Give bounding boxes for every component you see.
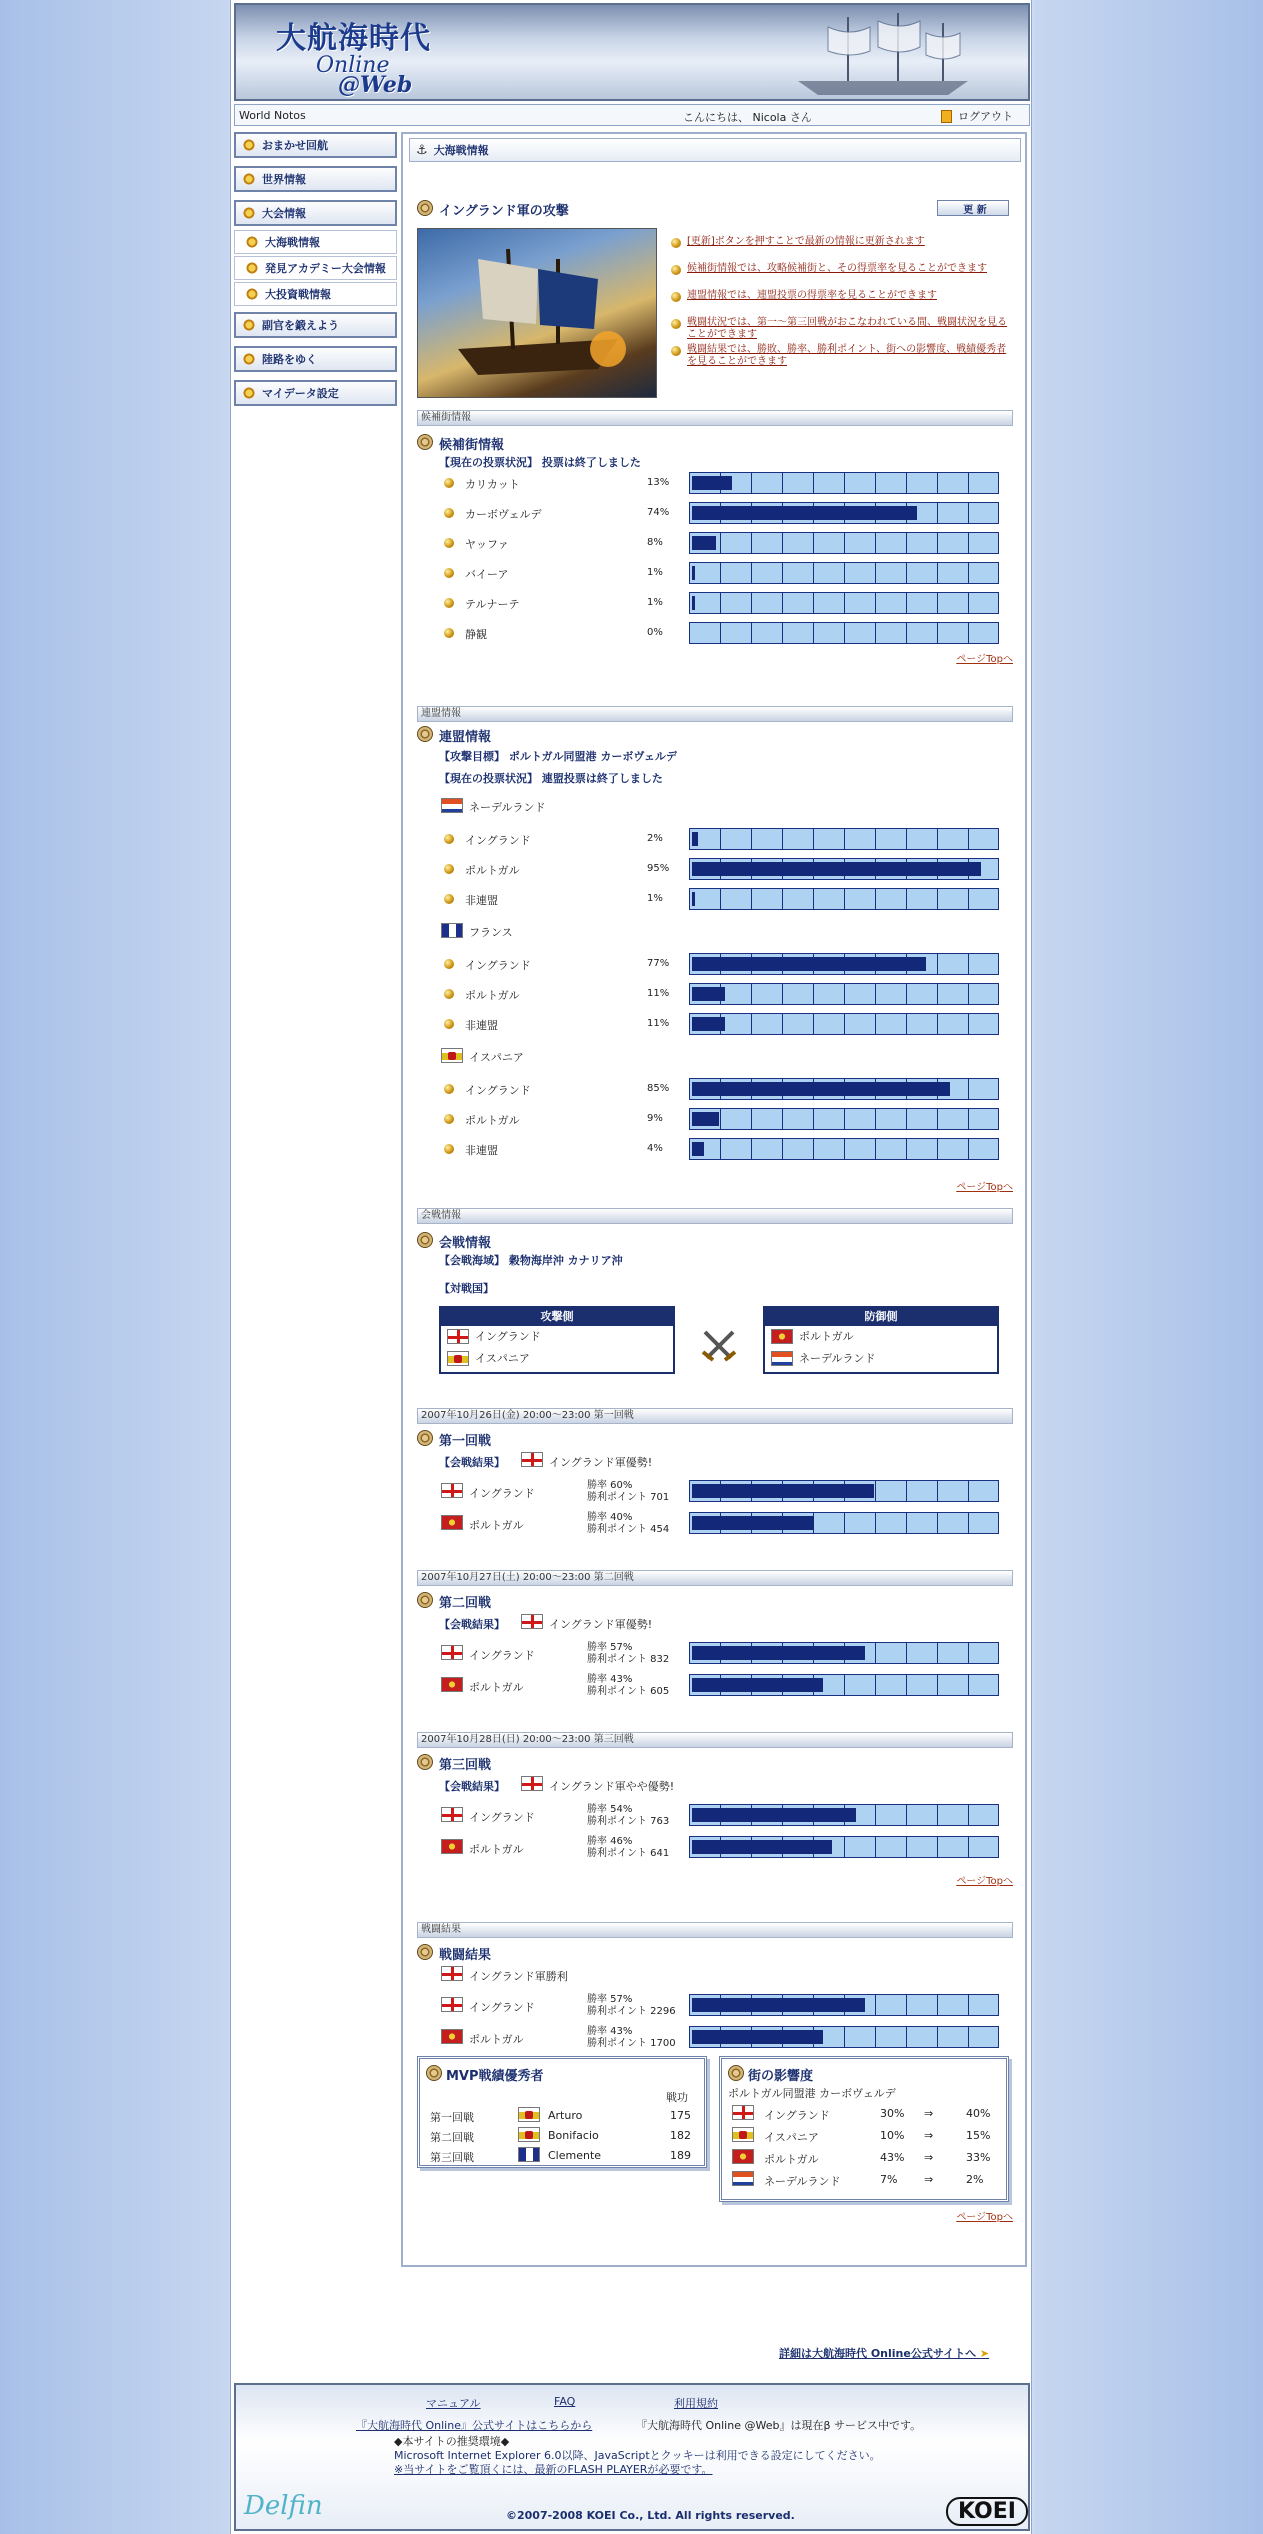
bullet-icon (444, 864, 454, 874)
user-bar (234, 104, 1030, 126)
mvp-round: 第一回戦 (430, 2111, 474, 2124)
sidebar-item-label: 大会情報 (262, 207, 306, 220)
result-bar (689, 1836, 999, 1858)
vote-bar (689, 562, 999, 584)
row-label: ポルトガル (465, 1114, 520, 1127)
win-rate: 勝率 46% (587, 1836, 633, 1847)
percent-value: 11% (647, 1018, 670, 1029)
win-rate: 勝率 43% (587, 1674, 633, 1685)
footer-nav-link[interactable]: FAQ (554, 2395, 576, 2408)
vote-bar-fill (692, 506, 917, 520)
bullet-icon (444, 508, 454, 518)
percent-value: 13% (647, 477, 670, 488)
crossed-swords-icon (699, 1326, 739, 1366)
percent-value: 77% (647, 958, 670, 969)
vote-bar (689, 532, 999, 554)
mvp-panel (417, 2056, 707, 2168)
result-bar (689, 1642, 999, 1664)
country-name: ポルトガル (469, 1519, 524, 1532)
win-points: 勝利ポイント 641 (587, 1848, 670, 1859)
row-label: バイーア (465, 568, 509, 581)
vote-bar (689, 1078, 999, 1100)
result-bar (689, 1512, 999, 1534)
row-label: カーボヴェルデ (465, 508, 542, 521)
section-bar: 戦闘結果 (417, 1922, 1013, 1938)
mvp-name: Bonifacio (548, 2129, 599, 2142)
round-date-bar: 2007年10月26日(金) 20:00～23:00 第一回戦 (417, 1408, 1013, 1424)
attack-target: 【攻撃目標】 ポルトガル同盟港 カーボヴェルデ (439, 750, 677, 763)
result-bar-fill (692, 2030, 823, 2044)
percent-value: 11% (647, 988, 670, 999)
vote-bar-fill (692, 862, 981, 876)
section-title: 連盟情報 (439, 730, 492, 745)
coin-icon (417, 1430, 433, 1446)
side-box (763, 1306, 999, 1374)
flag-icon (441, 1807, 463, 1822)
vote-bar-fill (692, 832, 698, 846)
footer (234, 2383, 1030, 2531)
vote-bar (689, 888, 999, 910)
flag-icon (441, 1839, 463, 1854)
influence-arrow: ⇒ (924, 2107, 934, 2120)
row-label: イングランド (465, 1084, 531, 1097)
flag-icon (771, 1329, 793, 1344)
win-rate: 勝率 40% (587, 1512, 633, 1523)
flash-notice[interactable]: ※当サイトをご覧頂くには、最新のFLASH PLAYERが必要です。 (394, 2463, 713, 2476)
official-site-link[interactable]: 詳細は大航海時代 Online公式サイトへ ➤ (779, 2347, 990, 2360)
vote-bar (689, 858, 999, 880)
result-bar (689, 2026, 999, 2048)
vote-bar-fill (692, 1112, 719, 1126)
flag-icon (441, 2029, 463, 2044)
result-bar-fill (692, 1516, 814, 1530)
sun-icon (245, 235, 259, 249)
percent-value: 8% (647, 537, 663, 548)
influence-arrow: ⇒ (924, 2151, 934, 2164)
coin-icon (417, 200, 433, 216)
intro-bullet: 候補街情報では、攻略候補街と、その得票率を見ることができます (687, 263, 987, 274)
flag-icon (441, 923, 463, 938)
influence-town: ポルトガル同盟港 カーボヴェルデ (728, 2087, 896, 2100)
sun-icon (245, 287, 259, 301)
mvp-score: 189 (670, 2149, 691, 2162)
sidebar-item[interactable] (234, 132, 397, 158)
intro-bullet: 戦闘状況では、第一～第三回戦がおこなわれている間、戦闘状況を見ることができます (687, 317, 1007, 340)
influence-to: 33% (966, 2151, 991, 2164)
sidebar-item-label: 副官を鍛えよう (262, 319, 339, 332)
influence-title: 街の影響度 (748, 2069, 814, 2084)
win-points: 勝利ポイント 454 (587, 1524, 670, 1535)
flag-icon (732, 2127, 754, 2142)
arrow-icon: ➤ (979, 2347, 990, 2360)
flag-icon (518, 2107, 540, 2122)
result-bar (689, 1994, 999, 2016)
bullet-icon (444, 894, 454, 904)
flag-icon (521, 1452, 543, 1467)
sidebar-item[interactable] (234, 346, 397, 372)
percent-value: 95% (647, 863, 670, 874)
sidebar-item-label: マイデータ設定 (262, 387, 339, 400)
sun-icon (242, 138, 256, 152)
sidebar-item[interactable] (234, 282, 397, 306)
flag-icon (441, 1997, 463, 2012)
vote-bar (689, 1108, 999, 1130)
flag-icon (441, 1048, 463, 1063)
side-country (765, 1348, 997, 1370)
section-title: 第三回戦 (439, 1758, 492, 1773)
row-label: ポルトガル (465, 989, 520, 1002)
result-bar (689, 1480, 999, 1502)
result-bar-fill (692, 1646, 865, 1660)
sun-icon (242, 352, 256, 366)
side-country (441, 1348, 673, 1370)
flag-icon (441, 1483, 463, 1498)
section-title: 第二回戦 (439, 1596, 492, 1611)
win-points: 勝利ポイント 763 (587, 1816, 670, 1827)
mvp-score: 182 (670, 2129, 691, 2142)
country-name: ポルトガル (469, 1843, 524, 1856)
row-label: 静観 (465, 628, 487, 641)
influence-panel (719, 2056, 1009, 2202)
bullet-icon (444, 989, 454, 999)
vote-bar (689, 953, 999, 975)
influence-country: イスパニア (764, 2131, 819, 2144)
result-label: 【会戦結果】 (439, 1456, 505, 1469)
row-label: ポルトガル (465, 864, 520, 877)
intro-bullet: 連盟情報では、連盟投票の得票率を見ることができます (687, 290, 937, 301)
env-title: ◆本サイトの推奨環境◆ (394, 2435, 510, 2448)
flag-icon (441, 1966, 463, 1981)
bullet-icon (444, 1019, 454, 1029)
page-top-link[interactable]: ページTopへ (956, 2212, 1013, 2223)
section-title: イングランド軍の攻撃 (439, 204, 569, 219)
sun-icon (242, 318, 256, 332)
row-label: ヤッファ (465, 538, 509, 551)
influence-country: ポルトガル (764, 2153, 819, 2166)
final-winner: イングランド軍勝利 (469, 1970, 568, 1983)
side-box-header: 攻撃側 (441, 1308, 673, 1326)
sides-label: 【対戦国】 (439, 1282, 494, 1295)
vote-bar-fill (692, 987, 725, 1001)
vote-status: 【現在の投票状況】 投票は終了しました (439, 456, 641, 469)
result-bar-fill (692, 1840, 832, 1854)
mvp-title: MVP戦績優秀者 (446, 2069, 544, 2084)
flag-icon (441, 1645, 463, 1660)
mvp-round: 第二回戦 (430, 2131, 474, 2144)
footer-nav-link[interactable]: 利用規約 (674, 2397, 718, 2410)
flag-icon (521, 1614, 543, 1629)
win-points: 勝利ポイント 2296 (587, 2006, 676, 2017)
influence-from: 10% (880, 2129, 905, 2142)
sidebar-item[interactable] (234, 256, 397, 280)
bullet-icon (671, 319, 681, 329)
official-site-footer-link[interactable]: 『大航海時代 Online』公式サイトはこちらから (356, 2419, 593, 2432)
mvp-name: Arturo (548, 2109, 583, 2122)
influence-from: 43% (880, 2151, 905, 2164)
sun-icon (242, 386, 256, 400)
vote-bar-fill (692, 566, 695, 580)
percent-value: 1% (647, 597, 663, 608)
sidebar-item-label: 世界情報 (262, 173, 306, 186)
flag-icon (732, 2171, 754, 2186)
influence-country: ネーデルランド (764, 2175, 841, 2188)
country-name: ポルトガル (799, 1330, 854, 1343)
logout-link[interactable]: ログアウト (941, 108, 1013, 124)
refresh-label: 更 新 (963, 204, 987, 216)
side-country (765, 1326, 997, 1348)
sidebar-item-label: おまかせ回航 (262, 139, 328, 152)
coin-icon (728, 2065, 744, 2081)
row-label: 非連盟 (465, 1019, 498, 1032)
mvp-score: 175 (670, 2109, 691, 2122)
delfin-logo[interactable]: Delfin (244, 2491, 323, 2521)
round-date-bar: 2007年10月28日(日) 20:00～23:00 第三回戦 (417, 1732, 1013, 1748)
vote-bar-fill (692, 1017, 725, 1031)
sidebar-item[interactable] (234, 230, 397, 254)
flag-icon (447, 1329, 469, 1344)
bullet-icon (444, 1144, 454, 1154)
influence-country: イングランド (764, 2109, 830, 2122)
sun-icon (242, 206, 256, 220)
influence-arrow: ⇒ (924, 2173, 934, 2186)
vote-bar (689, 502, 999, 524)
coin-icon (417, 1754, 433, 1770)
ship-illustration (778, 11, 988, 99)
sidebar (234, 132, 397, 414)
greeting: こんにちは、 Nicola さん (683, 111, 812, 124)
flag-icon (732, 2149, 754, 2164)
country-name: ポルトガル (469, 2033, 524, 2046)
win-points: 勝利ポイント 1700 (587, 2038, 676, 2049)
result-bar-fill (692, 1484, 874, 1498)
influence-to: 15% (966, 2129, 991, 2142)
breadcrumb: ⚓ 大海戦情報 (409, 138, 1021, 162)
flag-icon (771, 1351, 793, 1366)
row-label: イングランド (465, 834, 531, 847)
section-bar: 会戦情報 (417, 1208, 1013, 1224)
vote-bar (689, 1138, 999, 1160)
bullet-icon (444, 628, 454, 638)
beta-notice: 『大航海時代 Online @Web』は現在β サービス中です。 (636, 2419, 922, 2432)
koei-logo[interactable]: KOEI (946, 2497, 1028, 2526)
result-label: 【会戦結果】 (439, 1780, 505, 1793)
bullet-icon (444, 959, 454, 969)
flag-icon (441, 1677, 463, 1692)
page-top-link[interactable]: ページTopへ (956, 654, 1013, 665)
section-bar: 連盟情報 (417, 706, 1013, 722)
coin-icon (417, 1592, 433, 1608)
page-frame (230, 0, 1032, 2534)
influence-from: 7% (880, 2173, 898, 2186)
mvp-name: Clemente (548, 2149, 602, 2162)
bullet-icon (444, 478, 454, 488)
flag-icon (447, 1351, 469, 1366)
win-rate: 勝率 60% (587, 1480, 633, 1491)
row-label: カリカット (465, 478, 520, 491)
vote-bar (689, 828, 999, 850)
sidebar-item-label: 陸路をゆく (262, 353, 317, 366)
side-box-header: 防御側 (765, 1308, 997, 1326)
vote-status: 【現在の投票状況】 連盟投票は終了しました (439, 772, 663, 785)
sidebar-item[interactable] (234, 380, 397, 406)
site-logo[interactable]: 大航海時代 Online @Web (276, 21, 431, 98)
copyright: ©2007-2008 KOEI Co., Ltd. All rights reserved. (506, 2509, 795, 2522)
round-result: イングランド軍優勢! (549, 1456, 653, 1469)
intro-bullet: 戦闘結果では、勝敗、勝率、勝利ポイント、街への影響度、戦績優秀者を見ることができます (687, 344, 1007, 367)
row-label: テルナーテ (465, 598, 520, 611)
coin-icon (417, 1232, 433, 1248)
sidebar-item-label: 大投資戦情報 (265, 288, 331, 301)
vote-bar-fill (692, 476, 732, 490)
section-title: 戦闘結果 (439, 1948, 492, 1963)
mvp-column-header: 戦功 (666, 2091, 688, 2104)
flag-icon (518, 2127, 540, 2142)
bullet-icon (671, 265, 681, 275)
country-name: イングランド (469, 1649, 535, 1662)
battle-sea: 【会戦海域】 穀物海岸沖 カナリア沖 (439, 1254, 623, 1267)
site-banner[interactable] (234, 3, 1030, 101)
result-label: 【会戦結果】 (439, 1618, 505, 1631)
section-title: 候補街情報 (439, 438, 505, 453)
country-name: イングランド (469, 2001, 535, 2014)
result-bar-fill (692, 1678, 823, 1692)
country-name: ネーデルランド (469, 801, 546, 814)
percent-value: 4% (647, 1143, 663, 1154)
influence-from: 30% (880, 2107, 905, 2120)
win-points: 勝利ポイント 701 (587, 1492, 670, 1503)
win-rate: 勝率 54% (587, 1804, 633, 1815)
vote-bar-fill (692, 957, 926, 971)
flag-icon (518, 2147, 540, 2162)
percent-value: 2% (647, 833, 663, 844)
logout-icon (941, 110, 952, 123)
side-box (439, 1306, 675, 1374)
vote-bar-fill (692, 536, 716, 550)
bullet-icon (671, 346, 681, 356)
country-name: フランス (469, 926, 513, 939)
footer-nav-link[interactable]: マニュアル (426, 2397, 481, 2410)
coin-icon (417, 434, 433, 450)
row-label: 非連盟 (465, 1144, 498, 1157)
win-rate: 勝率 57% (587, 1642, 633, 1653)
sidebar-item[interactable] (234, 166, 397, 192)
vote-bar (689, 1013, 999, 1035)
world-name: World Notos (239, 109, 306, 122)
coin-icon (426, 2065, 442, 2081)
row-label: イングランド (465, 959, 531, 972)
page-top-link[interactable]: ページTopへ (956, 1182, 1013, 1193)
win-points: 勝利ポイント 605 (587, 1686, 670, 1697)
round-result: イングランド軍優勢! (549, 1618, 653, 1631)
win-points: 勝利ポイント 832 (587, 1654, 670, 1665)
vote-bar (689, 592, 999, 614)
bullet-icon (444, 538, 454, 548)
vote-bar (689, 983, 999, 1005)
percent-value: 0% (647, 627, 663, 638)
flag-icon (441, 1515, 463, 1530)
vote-bar-fill (692, 596, 695, 610)
win-rate: 勝率 43% (587, 2026, 633, 2037)
percent-value: 1% (647, 893, 663, 904)
result-bar-fill (692, 1808, 856, 1822)
country-name: イスパニア (469, 1051, 524, 1064)
coin-icon (417, 726, 433, 742)
percent-value: 74% (647, 507, 670, 518)
env-line: Microsoft Internet Explorer 6.0以降、JavaScriptとクッキーは利用できる設定にしてください。 (394, 2449, 881, 2462)
vote-bar-fill (692, 1142, 704, 1156)
main-panel (401, 132, 1027, 2267)
anchor-icon: ⚓ (416, 142, 428, 158)
bullet-icon (444, 598, 454, 608)
mvp-round: 第三回戦 (430, 2151, 474, 2164)
flag-icon (732, 2105, 754, 2120)
refresh-button[interactable] (937, 200, 1009, 216)
page-top-link[interactable]: ページTopへ (956, 1876, 1013, 1887)
win-rate: 勝率 57% (587, 1994, 633, 2005)
round-date-bar: 2007年10月27日(土) 20:00～23:00 第二回戦 (417, 1570, 1013, 1586)
intro-bullet: [更新]ボタンを押すことで最新の情報に更新されます (687, 236, 925, 247)
country-name: ポルトガル (469, 1681, 524, 1694)
sidebar-item[interactable] (234, 312, 397, 338)
bullet-icon (671, 238, 681, 248)
influence-to: 40% (966, 2107, 991, 2120)
sun-icon (245, 261, 259, 275)
flag-icon (521, 1776, 543, 1791)
vote-bar-fill (692, 1082, 950, 1096)
vote-bar (689, 622, 999, 644)
side-country (441, 1326, 673, 1348)
country-name: イングランド (475, 1330, 541, 1343)
section-title: 会戦情報 (439, 1236, 492, 1251)
round-result: イングランド軍やや優勢! (549, 1780, 675, 1793)
percent-value: 9% (647, 1113, 663, 1124)
bullet-icon (444, 568, 454, 578)
sidebar-item[interactable] (234, 200, 397, 226)
sun-icon (242, 172, 256, 186)
flag-icon (441, 798, 463, 813)
bullet-icon (444, 1114, 454, 1124)
bullet-icon (444, 1084, 454, 1094)
country-name: イングランド (469, 1487, 535, 1500)
section-title: 第一回戦 (439, 1434, 492, 1449)
influence-arrow: ⇒ (924, 2129, 934, 2142)
bullet-icon (671, 292, 681, 302)
section-bar: 候補街情報 (417, 410, 1013, 426)
result-bar (689, 1674, 999, 1696)
result-bar-fill (692, 1998, 865, 2012)
row-label: 非連盟 (465, 894, 498, 907)
country-name: イングランド (469, 1811, 535, 1824)
percent-value: 1% (647, 567, 663, 578)
sidebar-item-label: 発見アカデミー大会情報 (265, 262, 386, 275)
influence-to: 2% (966, 2173, 984, 2186)
sidebar-item-label: 大海戦情報 (265, 236, 320, 249)
country-name: イスパニア (475, 1352, 530, 1365)
coin-icon (417, 1944, 433, 1960)
country-name: ネーデルランド (799, 1352, 876, 1365)
vote-bar-fill (692, 892, 695, 906)
result-bar (689, 1804, 999, 1826)
bullet-icon (444, 834, 454, 844)
percent-value: 85% (647, 1083, 670, 1094)
vote-bar (689, 472, 999, 494)
battle-image (417, 228, 657, 398)
